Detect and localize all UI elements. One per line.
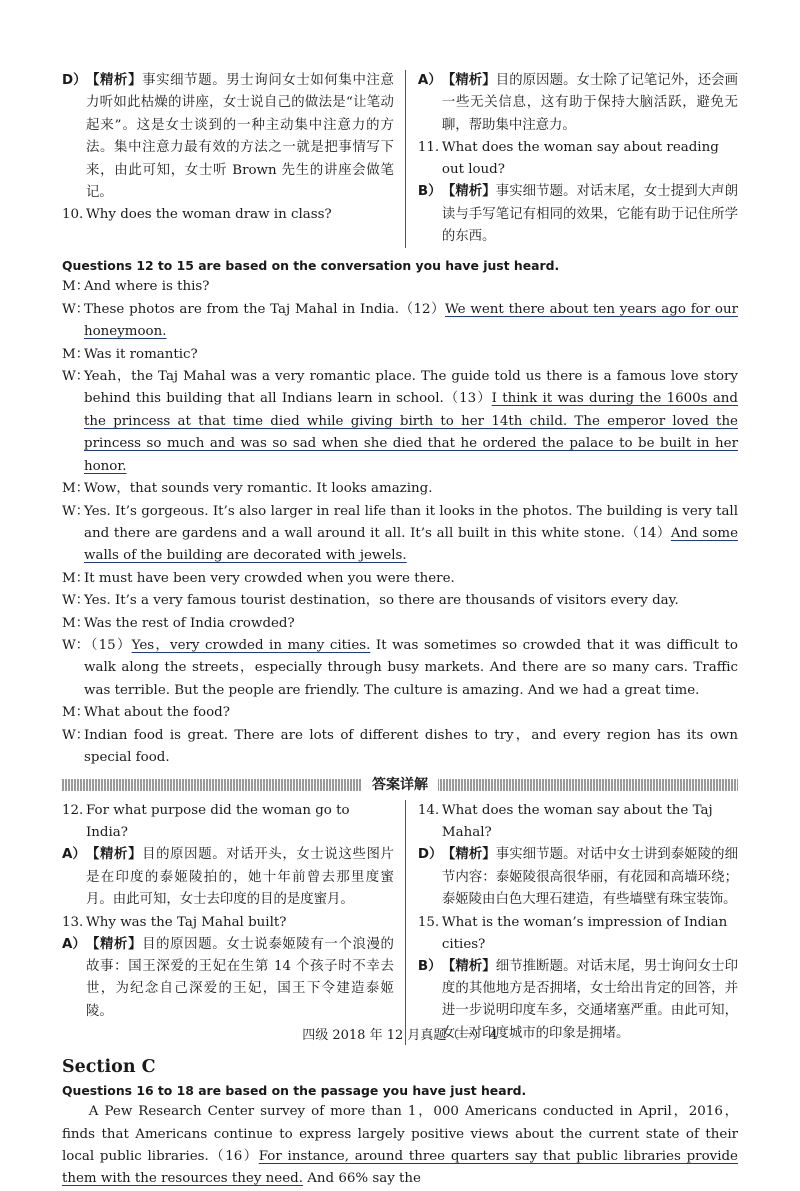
answer-explanation-11 xyxy=(418,181,738,248)
question-text: For what purpose did the woman go to India? xyxy=(86,803,350,841)
dialogue-text xyxy=(84,478,738,500)
text-run: Yes. It’s a very famous tourist destination，so there are thousands of visitors every day. xyxy=(84,593,679,609)
dialogue-line xyxy=(62,299,738,344)
banner-title: 答案详解 xyxy=(362,774,438,796)
explanation-body xyxy=(442,844,738,911)
answer-label: A） xyxy=(62,936,86,952)
column-divider xyxy=(405,800,406,1045)
page-footer: 四级 2018 年 12 月真题（一） 4 xyxy=(302,1028,498,1043)
underlined-answer-text: For instance, around three quarters say that public libraries provide them with the resources they need. xyxy=(62,1149,738,1187)
text-run: It must have been very crowded when you were there. xyxy=(84,570,455,586)
answer-label: A） xyxy=(62,847,86,863)
answer-explanation-9 xyxy=(62,70,394,204)
dialogue-text xyxy=(84,702,738,724)
speaker-label: M： xyxy=(62,705,90,721)
question-number: 12. xyxy=(62,803,84,819)
analysis-text: 目的原因题。女士除了记笔记外，还会画一些无关信息，这有助于保持大脑活跃，避免无聊，帮助集中注意力。 xyxy=(441,73,739,133)
conversation-header: Questions 12 to 15 are based on the conversation you have just heard. xyxy=(62,258,560,274)
text-run: （15） xyxy=(84,637,132,653)
explanation-body xyxy=(86,934,394,1024)
answer-explanation xyxy=(62,934,394,1024)
underlined-answer-text: And some walls of the building are decorated with jewels. xyxy=(84,525,738,564)
analysis-text: 事实细节题。对话末尾，女士提到大声朗读与手写笔记有相同的效果，它能有助于记住所学的东西。 xyxy=(441,184,739,245)
speaker-label: W： xyxy=(62,503,90,519)
answer-label: D） xyxy=(417,847,443,863)
answers-left-column xyxy=(62,800,406,1045)
dialogue-line xyxy=(62,590,738,612)
dialogue-text xyxy=(84,276,738,298)
passage-paragraph xyxy=(62,1101,738,1191)
explanation-body xyxy=(86,844,394,911)
dialogue-line xyxy=(62,635,738,702)
dialogue-text xyxy=(84,725,738,770)
speaker-label: W： xyxy=(62,637,90,653)
dialogue-line xyxy=(62,366,738,478)
dialogue-text xyxy=(84,299,738,344)
question-text: Why was the Taj Mahal built? xyxy=(86,914,287,930)
question-item xyxy=(418,800,738,844)
speaker-label: W： xyxy=(62,593,90,609)
question-text: Why does the woman draw in class? xyxy=(86,207,332,223)
question-item xyxy=(418,912,738,956)
dialogue-line xyxy=(62,344,738,366)
text-run: These photos are from the Taj Mahal in India.（12） xyxy=(84,301,446,317)
answer-label: D） xyxy=(62,73,87,88)
question-10: 10. Why does the woman draw in class? xyxy=(62,204,394,226)
analysis-tag: 【精析】 xyxy=(441,73,496,88)
text-run: Indian food is great. There are lots of different dishes to try，and every region has its own special food. xyxy=(84,727,738,765)
analysis-tag: 【精析】 xyxy=(86,847,143,863)
analysis-text: 事实细节题。男士询问女士如何集中注意力听如此枯燥的讲座，女士说自己的做法是“让笔动起来”。这是女士谈到的一种主动集中注意力的方法。集中注意力最有效的方法之一就是把事情写下来，由此可知，女士听 Brown 先生的讲座会做笔记。 xyxy=(86,73,394,201)
dialogue-text xyxy=(84,590,738,612)
underlined-answer-text: We went there about ten years ago for our honeymoon. xyxy=(84,301,738,340)
passage-header: Questions 16 to 18 are based on the passage you have just heard. xyxy=(62,1083,527,1099)
column-divider xyxy=(405,70,406,248)
dialogue-text xyxy=(84,344,738,366)
speaker-label: M： xyxy=(62,346,90,362)
top-explanations xyxy=(62,70,738,248)
speaker-label: W： xyxy=(62,301,90,317)
text-run: And 66% say the xyxy=(302,1171,421,1187)
text-run: Was it romantic? xyxy=(84,346,198,362)
answer-label: A） xyxy=(417,73,442,88)
answers-right-column xyxy=(406,800,738,1045)
question-text: What does the woman say about reading out loud? xyxy=(441,140,719,178)
analysis-tag: 【精析】 xyxy=(441,958,496,974)
text-run: What about the food? xyxy=(84,705,230,721)
dialogue-line xyxy=(62,725,738,770)
answer-label: B） xyxy=(417,184,442,200)
analysis-tag: 【精析】 xyxy=(441,847,496,863)
text-run: A Pew Research Center survey of more than 1，000 Americans conducted in April，2016，finds that Americans continue to express largely positive views about the current state of their local public libraries.（16） xyxy=(62,1104,738,1165)
dialogue-text xyxy=(84,568,738,590)
speaker-label: M： xyxy=(62,615,90,631)
answer-explanations xyxy=(62,800,738,1045)
speaker-label: M： xyxy=(62,279,90,295)
underlined-answer-text: I think it was during the 1600s and the princess at that time died while giving birth to her 14th child. The emperor loved the princess so much and was so sad when she died that he ordered the palace to be built in her honor. xyxy=(84,391,739,474)
text-run: Yeah，the Taj Mahal was a very romantic place. The guide told us there is a famous love story behind this building that all Indians learn in school.（13） xyxy=(84,369,738,407)
question-11: 11. What does the woman say about reading out loud? xyxy=(418,137,738,181)
text-run: Wow，that sounds very romantic. It looks amazing. xyxy=(84,481,433,497)
underlined-answer-text: Yes，very crowded in many cities. xyxy=(131,637,371,653)
question-number: 14. xyxy=(417,803,440,819)
answer-label: B） xyxy=(417,958,442,974)
question-item xyxy=(62,800,394,844)
dialogue-line xyxy=(62,568,738,590)
question-text: What does the woman say about the Taj Mahal? xyxy=(441,803,713,841)
conversation-transcript xyxy=(62,276,738,769)
analysis-text: 目的原因题。女士说泰姬陵有一个浪漫的故事：国王深爱的王妃在生第 14 个孩子时不幸去世，为纪念自己深爱的王妃，国王下令建造泰姬陵。 xyxy=(86,936,394,1019)
question-number: 15. xyxy=(417,914,440,930)
speaker-label: W： xyxy=(62,369,90,385)
speaker-label: W： xyxy=(62,727,90,743)
answer-explanation-10 xyxy=(418,70,738,137)
analysis-text: 目的原因题。对话开头，女士说这些图片是在印度的泰姬陵拍的，她十年前曾去那里度蜜月。由此可知，女士去印度的目的是度蜜月。 xyxy=(86,847,394,908)
text-run: Yes. It’s gorgeous. It’s also larger in real life than it looks in the photos. The building is very tall and there are gardens and a wall around it all. It’s all built in this white stone.（14） xyxy=(84,503,738,541)
analysis-tag: 【精析】 xyxy=(441,184,496,200)
question-number: 13. xyxy=(62,914,84,930)
text-run: It was sometimes so crowded that it was difficult to walk along the streets，especially through busy markets. And there are so many cars. Traffic was terrible. But the people are friendly. The culture is amazing. And we had a great time. xyxy=(84,637,738,698)
dialogue-line xyxy=(62,478,738,500)
dialogue-line xyxy=(62,501,738,568)
speaker-label: M： xyxy=(62,570,90,586)
question-text: What is the woman’s impression of Indian cities? xyxy=(441,914,728,952)
speaker-label: M： xyxy=(62,481,90,497)
answer-explanation xyxy=(62,844,394,911)
dialogue-line xyxy=(62,613,738,635)
answer-banner xyxy=(62,774,738,796)
analysis-tag: 【精析】 xyxy=(86,936,143,952)
analysis-text: 细节推断题。对话末尾，男士询问女士印度的其他地方是否拥堵，女士给出肯定的回答，并进一步说明印度车多，交通堵塞严重。由此可知，女士对印度城市的印象是拥堵。 xyxy=(441,958,739,1041)
analysis-text: 事实细节题。对话中女士讲到泰姬陵的细节内容：泰姬陵很高很华丽，有花园和高墙环绕；泰姬陵由白色大理石建造，有些墙壁有珠宝装饰。 xyxy=(441,847,739,908)
dialogue-text xyxy=(84,635,738,702)
text-run: And where is this? xyxy=(84,279,210,295)
page-content xyxy=(62,70,738,1191)
dialogue-text xyxy=(84,501,738,568)
text-run: Was the rest of India crowded? xyxy=(84,615,295,631)
analysis-tag: 【精析】 xyxy=(86,73,143,88)
dialogue-line xyxy=(62,276,738,298)
dialogue-line xyxy=(62,702,738,724)
dialogue-text xyxy=(84,366,738,478)
question-item xyxy=(62,912,394,934)
section-title: Section C xyxy=(62,1057,156,1078)
dialogue-text xyxy=(84,613,738,635)
answer-explanation xyxy=(418,844,738,911)
